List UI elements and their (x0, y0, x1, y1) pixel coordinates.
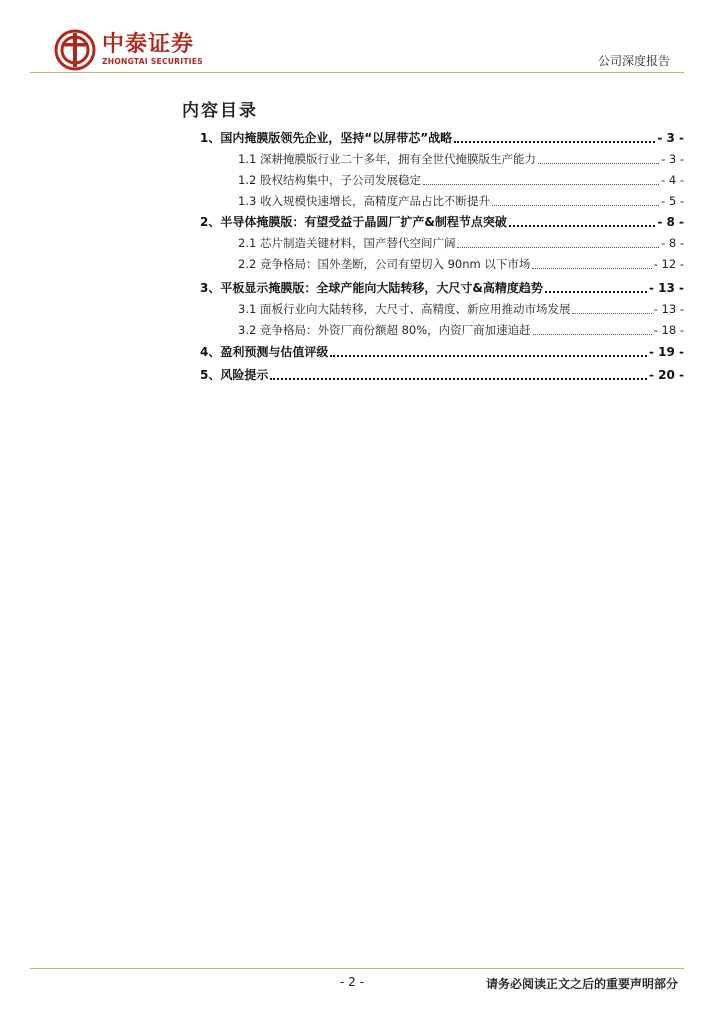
toc-dot-leader (270, 378, 647, 380)
toc-entry[interactable] (200, 214, 684, 230)
toc-dot-leader (538, 163, 659, 164)
toc-dot-leader (330, 355, 647, 357)
toc-entry[interactable] (200, 130, 684, 146)
toc-entry[interactable] (238, 151, 684, 167)
toc-entry[interactable] (238, 301, 684, 317)
toc-entry-page: - 5 - (661, 194, 684, 208)
toc-entry-page: - 8 - (657, 215, 684, 229)
footer-disclaimer: 请务必阅读正文之后的重要声明部分 (485, 977, 678, 991)
zhongtai-logo-icon (54, 29, 96, 71)
company-logo (54, 30, 203, 70)
toc-dot-leader (457, 247, 659, 248)
toc-entry[interactable] (200, 344, 684, 360)
logo-chinese-name: 中泰证券 (102, 32, 195, 57)
toc-entry[interactable] (200, 367, 684, 383)
toc-entry-page: - 13 - (648, 281, 684, 295)
toc-dot-leader (492, 205, 659, 206)
toc-entry-page: - 19 - (648, 345, 684, 359)
toc-entry-text: 5、风险提示 (200, 368, 269, 382)
toc-entry-text: 3.2 竞争格局：外资厂商份额超 80%，内资厂商加速追赶 (238, 323, 531, 337)
toc-entry-page: - 12 - (653, 257, 684, 271)
report-type-label: 公司深度报告 (597, 54, 670, 68)
toc-entry-page: - 8 - (661, 236, 684, 250)
toc-entry-text: 2.2 竞争格局：国外垄断，公司有望切入 90nm 以下市场 (238, 257, 531, 271)
toc-entry[interactable] (238, 235, 684, 251)
toc-entry-text: 1.2 股权结构集中，子公司发展稳定 (238, 173, 421, 187)
toc-dot-leader (533, 334, 652, 335)
page-number: - 2 - (340, 975, 364, 989)
toc-entry-page: - 4 - (661, 173, 684, 187)
header-divider (30, 72, 684, 73)
toc-entry-text: 1、国内掩膜版领先企业，坚持“以屏带芯”战略 (200, 131, 453, 145)
toc-entry[interactable] (238, 256, 684, 272)
toc-entry-text: 4、盈利预测与估值评级 (200, 345, 329, 359)
toc-dot-leader (572, 313, 651, 314)
toc-entry-page: - 3 - (661, 152, 684, 166)
toc-entry-page: - 18 - (653, 323, 684, 337)
toc-title: 内容目录 (182, 101, 258, 121)
toc-entry-text: 1.3 收入规模快速增长，高精度产品占比不断提升 (238, 194, 490, 208)
toc-entry-text: 3.1 面板行业向大陆转移，大尺寸、高精度、新应用推动市场发展 (238, 302, 571, 316)
toc-dot-leader (454, 141, 655, 143)
toc-entry-page: - 13 - (653, 302, 684, 316)
toc-entry[interactable] (238, 172, 684, 188)
toc-dot-leader (532, 268, 651, 269)
toc-dot-leader (423, 184, 659, 185)
logo-english-name: ZHONGTAI SECURITIES (102, 57, 203, 66)
toc-entry-text: 2.1 芯片制造关键材料，国产替代空间广阔 (238, 236, 456, 250)
toc-entry-text: 1.1 深耕掩膜版行业二十多年，拥有全世代掩膜版生产能力 (238, 152, 536, 166)
toc-entry-text: 2、半导体掩膜版：有望受益于晶圆厂扩产&制程节点突破 (200, 215, 507, 229)
toc-entry-page: - 20 - (648, 368, 684, 382)
footer-divider (30, 968, 684, 969)
toc-entry[interactable] (238, 193, 684, 209)
toc-entry-page: - 3 - (657, 131, 684, 145)
toc-entry[interactable] (200, 280, 684, 296)
toc-entry[interactable] (238, 322, 684, 338)
toc-dot-leader (509, 225, 656, 227)
toc-entry-text: 3、平板显示掩膜版：全球产能向大陆转移，大尺寸&高精度趋势 (200, 281, 543, 295)
toc-dot-leader (545, 291, 647, 293)
